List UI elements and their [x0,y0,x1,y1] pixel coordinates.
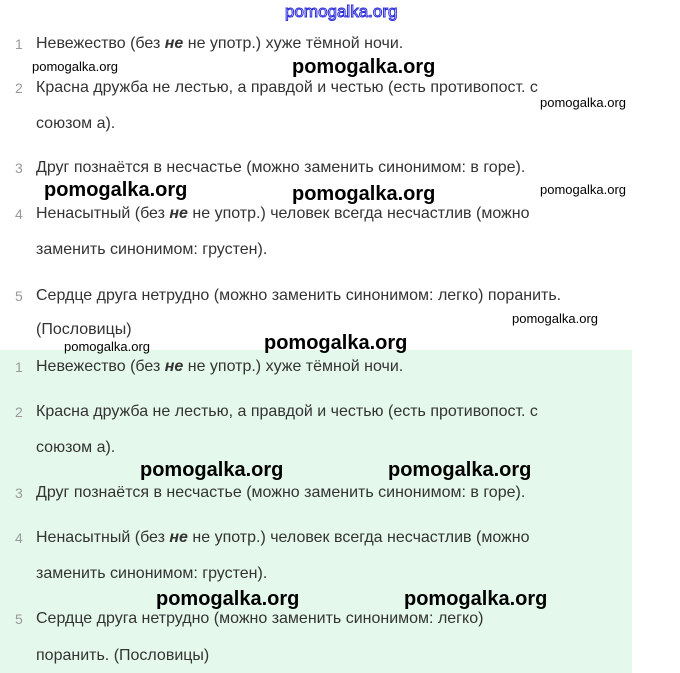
line-number: 5 [15,611,23,627]
sentence-line [36,564,267,584]
watermark: pomogalka.org [388,459,532,481]
watermark: pomogalka.org [156,588,300,610]
sentence-line [36,204,529,224]
line-number: 4 [15,206,23,222]
sentence-line [36,34,403,54]
sentence-text: Друг познаётся в несчастье (можно заменить синонимом: в горе). [36,159,526,176]
sentence-line [36,320,132,340]
watermark-top: pomogalka.org [285,2,398,21]
watermark: pomogalka.org [404,588,548,610]
sentence-line [36,114,115,134]
sentence-text: Красна дружба не лестью, а правдой и честью (есть противопост. с [36,403,538,420]
sentence-text: заменить синонимом: грустен). [36,241,268,258]
sentence-line [36,646,209,666]
watermark: pomogalka.org [540,95,626,110]
line-number: 5 [15,288,23,304]
sentence-text: Ненасытный (без [36,529,170,546]
sentence-text: Сердце друга нетрудно (можно заменить синонимом: легко) поранить. [36,287,562,304]
line-number: 3 [15,160,23,176]
line-number: 2 [15,80,23,96]
emphasized-particle: не [164,35,184,52]
line-number: 3 [15,485,23,501]
sentence-line [36,286,561,306]
emphasized-particle: не [164,358,184,375]
sentence-text: (Пословицы) [36,321,132,338]
sentence-text: Друг познаётся в несчастье (можно заменить синонимом: в горе). [36,484,526,501]
sentence-line [36,402,538,422]
sentence-text: Невежество (без [36,35,165,52]
line-number: 4 [15,530,23,546]
emphasized-particle: не [169,205,188,222]
sentence-text: союзом а). [36,439,116,456]
watermark: pomogalka.org [140,459,284,481]
sentence-line [36,158,525,178]
sentence-line [36,240,267,260]
watermark: pomogalka.org [292,183,436,205]
sentence-text: Ненасытный (без [36,205,170,222]
sentence-text: союзом а). [36,115,116,132]
sentence-text: не употр.) хуже тёмной ночи. [183,358,404,375]
line-number: 2 [15,404,23,420]
sentence-line [36,609,483,629]
watermark: pomogalka.org [512,311,598,326]
sentence-line [36,78,538,98]
emphasized-particle: не [169,529,188,546]
watermark: pomogalka.org [32,59,118,74]
watermark: pomogalka.org [44,179,188,201]
sentence-text: Сердце друга нетрудно (можно заменить синонимом: легко) [36,610,484,627]
sentence-line [36,438,115,458]
sentence-line [36,483,525,503]
sentence-text: Красна дружба не лестью, а правдой и честью (есть противопост. с [36,79,538,96]
sentence-text: поранить. (Пословицы) [36,647,210,664]
line-number: 1 [15,36,23,52]
sentence-text: заменить синонимом: грустен). [36,565,268,582]
sentence-text: не употр.) хуже тёмной ночи. [183,35,404,52]
sentence-line [36,357,403,377]
sentence-text: не употр.) человек всегда несчастлив (можно [187,205,530,222]
watermark: pomogalka.org [292,56,436,78]
sentence-text: Невежество (без [36,358,165,375]
line-number: 1 [15,359,23,375]
sentence-line [36,528,529,548]
sentence-text: не употр.) человек всегда несчастлив (можно [187,529,530,546]
watermark: pomogalka.org [64,339,150,354]
watermark: pomogalka.org [264,332,408,354]
watermark: pomogalka.org [540,182,626,197]
